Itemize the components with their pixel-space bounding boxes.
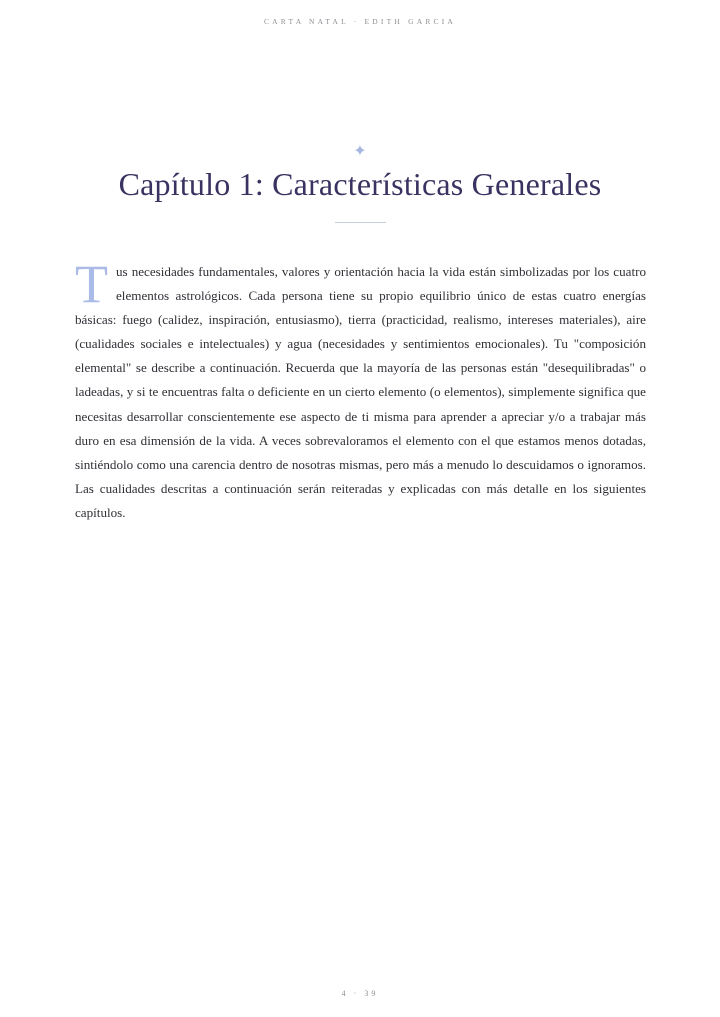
drop-cap-letter: T <box>75 254 108 314</box>
title-divider <box>335 222 386 223</box>
sparkle-ornament-icon: ✦ <box>353 143 367 160</box>
chapter-body-paragraph <box>75 254 646 525</box>
paragraph-text: us necesidades fundamentales, valores y orientación hacia la vida están simbolizadas por los cuatro elementos astrológicos. Cada persona tiene su propio equilibrio único de estas cuatro energías básicas: fuego (calidez, inspiración, entusiasmo), tierra (practicidad, realismo, intereses materiales), aire (cualidades sociales e intelectuales) y agua (necesidades y sentimientos emocionales). Tu "composición elemental" se describe a continuación. Recuerda que la mayoría de las personas están "desequilibradas" o ladeadas, y si te encuentras falta o deficiente en un cierto elemento (o elementos), simplemente significa que necesitas desarrollar conscientemente ese aspecto de ti misma para aprender a apreciar y/o a trabajar más duro en esa dimensión de la vida. A veces sobrevaloramos el elemento con el que estamos menos dotadas, sintiéndolo como una carencia dentro de nosotras mismas, pero más a menudo lo descuidamos o ignoramos. Las cualidades descritas a continuación serán reiteradas y explicadas con más detalle en los siguientes capítulos. <box>75 264 646 520</box>
running-header: CARTA NATAL · EDITH GARCIA <box>263 17 457 26</box>
page-number: 4 · 39 <box>341 989 379 998</box>
chapter-title: Capítulo 1: Características Generales <box>118 166 602 202</box>
